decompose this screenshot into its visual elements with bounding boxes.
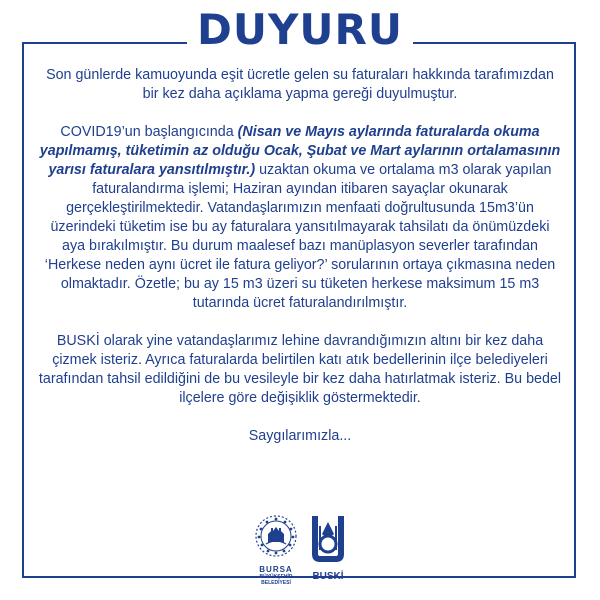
- bursa-municipality-logo: [250, 514, 302, 592]
- paragraph-covid-emphasis: (Nisan ve Mayıs aylarında faturalarda okuma yapılmamış, tüketimin az olduğu Ocak, Şubat ve Mart aylarının ortalamasının yarısı faturalara yansıtılmıştır.): [39, 124, 561, 178]
- bursa-logo-line3: BELEDİYESİ: [261, 580, 291, 586]
- logos-row: [0, 514, 600, 594]
- bursa-emblem-icon: [254, 514, 298, 558]
- bursa-logo-line1: BURSA: [259, 565, 293, 574]
- buski-logo-text: BUSKİ: [312, 571, 344, 582]
- announcement-body: [38, 66, 562, 465]
- paragraph-covid: [38, 123, 562, 313]
- paragraph-intro: Son günlerde kamuoyunda eşit ücretle gelen su faturaları hakkında tarafımızdan bir kez daha açıklama yapma gereği duyulmuştur.: [46, 67, 554, 102]
- paragraph-covid-start: COVID19’un başlangıcında: [60, 124, 238, 140]
- paragraph-buski: BUSKİ olarak yine vatandaşlarımız lehine davrandığımızın altını bir kez daha çizmek isteriz. Ayrıca faturalarda belirtilen katı atık bedellerinin ilçe belediyeleri tarafından tahsil edildiğini de bu vesileyle bir kez daha hatırlatmak isteriz. Bu bedel ilçelere göre değişiklik göstermektedir.: [38, 333, 562, 406]
- buski-logo: [307, 514, 349, 592]
- closing-text: Saygılarımızla...: [248, 428, 352, 444]
- buski-emblem-icon: [308, 514, 348, 564]
- announcement-title: DUYURU: [187, 4, 413, 56]
- paragraph-covid-end: uzaktan okuma ve ortalama m3 olarak yapılan faturalandırma işlemi; Haziran ayından itibaren sayaçlar okunarak gerçekleştirilmektedir. Vatandaşlarımızın menfaati doğrultusunda 15m3’ün üzerindeki tüketim ise bu ay faturalara yansıtılmayarak tahsilatı da önümüzdeki aya bırakılmıştır. Bu durum maalesef bazı manüplasyon severler tarafından ‘Herkese neden aynı ücret ile fatura geliyor?’ sorularının ortaya çıkmasına neden olmaktadır. Özetle; bu ay 15 m3 üzeri su tüketen herkese maksimum 15 m3 tutarında ücret faturalandırılmıştır.: [44, 162, 556, 311]
- bursa-logo-line2: BÜYÜKŞEHİR: [259, 574, 293, 580]
